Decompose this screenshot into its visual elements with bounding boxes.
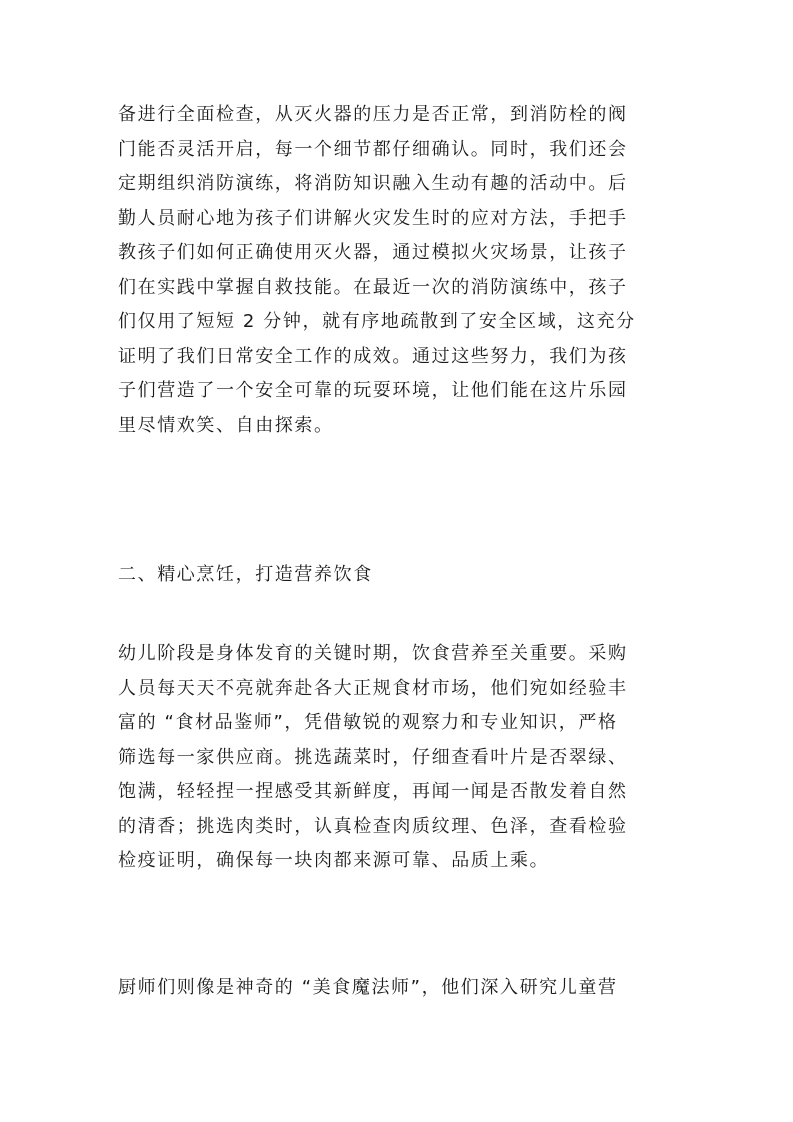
- text-line: 们在实践中掌握自救技能。在最近一次的消防演练中，孩子: [118, 276, 628, 298]
- section-heading-text: 二、精心烹饪，打造营养饮食: [118, 564, 373, 585]
- text-line: 勤人员耐心地为孩子们讲解火灾发生时的应对方法，手把手: [118, 207, 628, 229]
- body-paragraph-chefs: [118, 971, 678, 1006]
- text-line: 检疫证明，确保每一块肉都来源可靠、品质上乘。: [118, 850, 550, 871]
- body-paragraph-food-sourcing: [118, 637, 678, 879]
- text-line: 证明了我们日常安全工作的成效。通过这些努力，我们为孩: [118, 345, 628, 367]
- text-line: 备进行全面检查，从灭火器的压力是否正常，到消防栓的阀: [118, 104, 628, 125]
- text-line: 的清香；挑选肉类时，认真检查肉质纹理、色泽，查看检验: [118, 815, 628, 837]
- text-line: 饱满，轻轻捏一捏感受其新鲜度，再闻一闻是否散发着自然: [118, 781, 628, 802]
- text-line: 门能否灵活开启，每一个细节都仔细确认。同时，我们还会: [118, 138, 628, 160]
- text-line: 富的 “食材品鉴师”，凭借敏锐的观察力和专业知识，严格: [118, 712, 618, 733]
- text-line: 定期组织消防演练，将消防知识融入生动有趣的活动中。后: [118, 173, 628, 194]
- text-line: 子们营造了一个安全可靠的玩耍环境，让他们能在这片乐园: [118, 380, 628, 401]
- text-line: 厨师们则像是神奇的 “美食魔法师”，他们深入研究儿童营: [118, 977, 618, 998]
- section-heading: [118, 558, 678, 593]
- text-line: 幼儿阶段是身体发育的关键时期，饮食营养至关重要。采购: [118, 643, 628, 664]
- text-line: 们仅用了短短 2 分钟，就有序地疏散到了安全区域，这充分: [118, 311, 636, 332]
- text-line: 筛选每一家供应商。挑选蔬菜时，仔细查看叶片是否翠绿、: [118, 746, 628, 768]
- body-paragraph-fire-safety: [118, 98, 678, 443]
- text-line: 里尽情欢笑、自由探索。: [118, 414, 334, 436]
- text-line: 教孩子们如何正确使用灭火器，通过模拟火灾场景，让孩子: [118, 242, 628, 263]
- text-line: 人员每天天不亮就奔赴各大正规食材市场，他们宛如经验丰: [118, 677, 628, 699]
